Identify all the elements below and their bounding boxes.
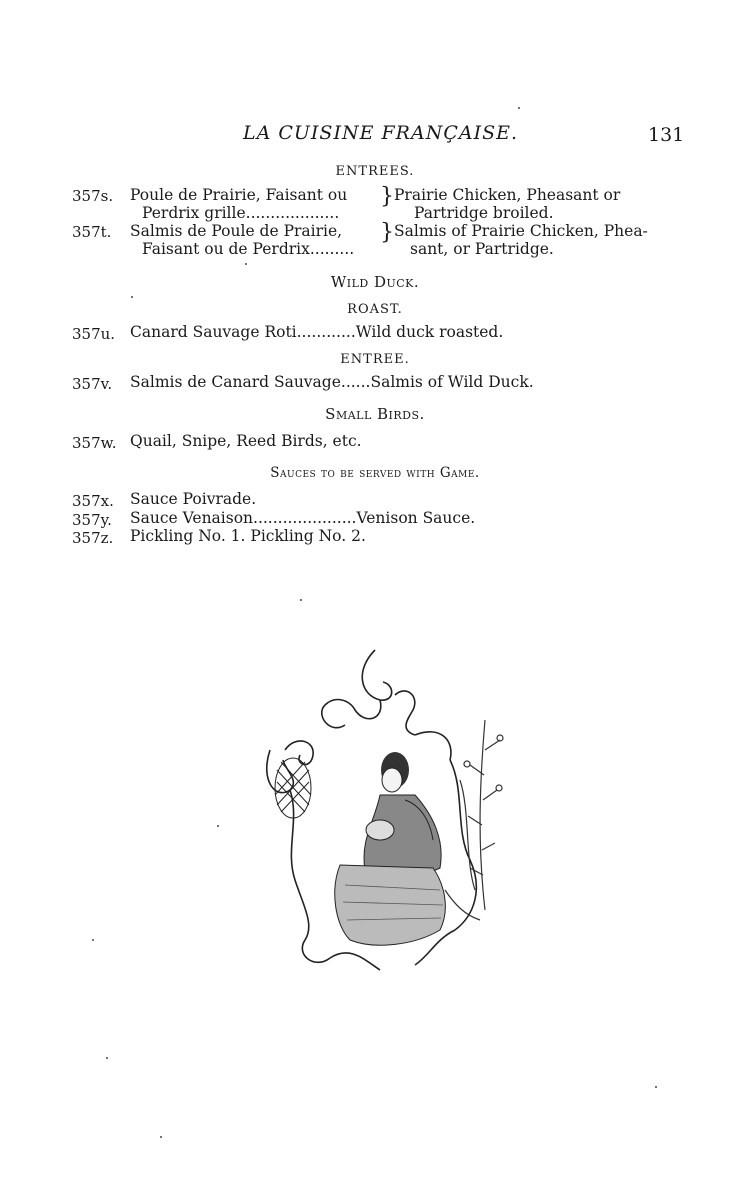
entree-heading: ENTREE. xyxy=(340,352,410,367)
speck xyxy=(655,1086,657,1088)
speck xyxy=(245,263,247,265)
entry-text-357y: Sauce Venaison.....................Venison Sauce. xyxy=(130,509,476,527)
speck xyxy=(92,939,94,941)
entry-number-357y: 357y. xyxy=(72,511,112,529)
entry-english-357t-line1: Salmis of Prairie Chicken, Phea- xyxy=(394,222,648,240)
entry-number-357s: 357s. xyxy=(72,187,114,205)
wild-duck-heading: Wild Duck. xyxy=(330,273,420,291)
entry-number-357x: 357x. xyxy=(72,492,114,510)
entrees-heading: ENTREES. xyxy=(335,164,415,179)
entry-text-357w: Quail, Snipe, Reed Birds, etc. xyxy=(130,432,362,450)
roast-heading: ROAST. xyxy=(347,302,403,317)
entry-text-357u: Canard Sauvage Roti............Wild duck roasted. xyxy=(130,323,504,341)
brace-357s: } xyxy=(380,184,394,209)
entry-text-357x: Sauce Poivrade. xyxy=(130,490,257,508)
entry-french-357t-line2: Faisant ou de Perdrix......... xyxy=(142,240,355,258)
small-birds-heading: Small Birds. xyxy=(325,405,425,423)
entry-number-357z: 357z. xyxy=(72,529,114,547)
entry-english-357s-line1: Prairie Chicken, Pheasant or xyxy=(394,186,621,204)
page-number: 131 xyxy=(648,124,685,146)
sauces-heading: Sauces to be served with Game. xyxy=(270,465,480,481)
speck xyxy=(300,599,302,601)
entry-text-357z: Pickling No. 1. Pickling No. 2. xyxy=(130,527,366,545)
entry-number-357u: 357u. xyxy=(72,325,116,343)
speck xyxy=(131,296,133,298)
speck xyxy=(518,107,520,109)
entry-number-357w: 357w. xyxy=(72,434,117,452)
entry-french-357t-line1: Salmis de Poule de Prairie, xyxy=(130,222,343,240)
running-header-title: LA CUISINE FRANÇAISE. xyxy=(243,122,519,144)
entry-english-357s-line2: Partridge broiled. xyxy=(414,204,554,222)
foliage-sprigs xyxy=(445,720,503,920)
entry-number-357v: 357v. xyxy=(72,375,113,393)
speck xyxy=(106,1057,108,1059)
speck xyxy=(160,1136,162,1138)
speck xyxy=(217,825,219,827)
brace-357t: } xyxy=(380,220,394,245)
entry-english-357t-line2: sant, or Partridge. xyxy=(410,240,554,258)
vignette-illustration xyxy=(255,640,525,975)
seated-woman-figure xyxy=(335,752,446,945)
entry-french-357s-line1: Poule de Prairie, Faisant ou xyxy=(130,186,348,204)
entry-french-357s-line2: Perdrix grille................... xyxy=(142,204,340,222)
entry-number-357t: 357t. xyxy=(72,223,112,241)
entry-text-357v: Salmis de Canard Sauvage......Salmis of Wild Duck. xyxy=(130,373,534,391)
